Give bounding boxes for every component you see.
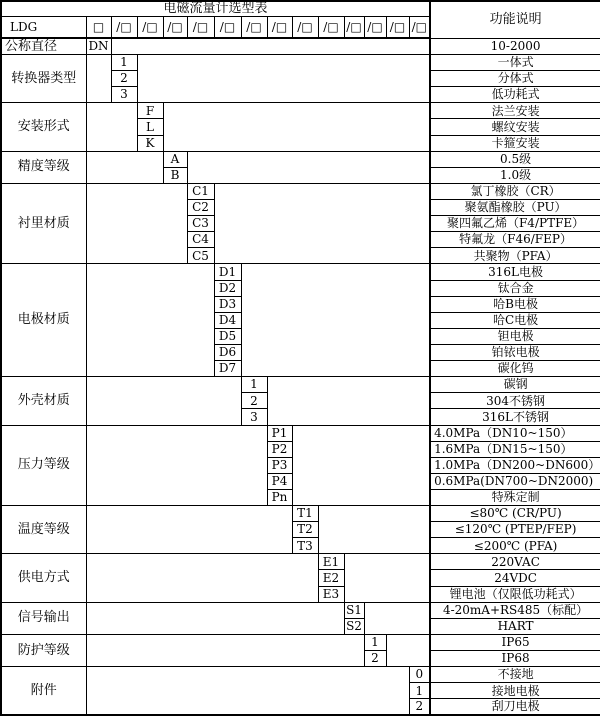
option-code: C3	[187, 216, 214, 232]
slash-box: /□	[364, 16, 386, 38]
option-code: F	[137, 103, 163, 119]
option-desc: ≤120℃ (PTEP/FEP)	[430, 522, 600, 538]
option-desc: 聚氨酯橡胶（PU）	[430, 199, 600, 215]
group-label: 附件	[1, 667, 86, 715]
option-code: C1	[187, 183, 214, 199]
option-desc: 不接地	[430, 667, 600, 683]
option-desc: 哈B电极	[430, 296, 600, 312]
option-desc: 1.0级	[430, 167, 600, 183]
group-label: 外壳材质	[1, 377, 86, 425]
option-code: K	[137, 135, 163, 151]
option-desc: 刮刀电极	[430, 699, 600, 715]
option-code: 3	[111, 87, 137, 103]
empty-region	[111, 38, 430, 54]
empty-region	[364, 602, 430, 634]
group-label: 安装形式	[1, 103, 86, 151]
option-code: S2	[344, 618, 364, 634]
option-code: C2	[187, 199, 214, 215]
slash-box: /□	[267, 16, 292, 38]
empty-region	[318, 506, 430, 554]
option-desc: 钛合金	[430, 280, 600, 296]
option-code: 1	[409, 683, 430, 699]
option-code: P1	[267, 425, 292, 441]
slash-box: /□	[344, 16, 364, 38]
empty-region	[86, 264, 214, 377]
group-label: 温度等级	[1, 506, 86, 554]
option-desc: 特氟龙（F46/FEP）	[430, 232, 600, 248]
empty-region	[163, 103, 430, 151]
empty-region	[86, 377, 241, 425]
option-code: 0	[409, 667, 430, 683]
option-desc: 220VAC	[430, 554, 600, 570]
empty-region	[86, 183, 187, 264]
empty-region	[386, 634, 430, 666]
option-desc: 316L不锈钢	[430, 409, 600, 425]
option-desc: 24VDC	[430, 570, 600, 586]
empty-region	[344, 554, 430, 602]
option-code: 2	[364, 651, 386, 667]
option-desc: 特殊定制	[430, 489, 600, 505]
option-code: E1	[318, 554, 344, 570]
group-label: 精度等级	[1, 151, 86, 183]
option-code: P3	[267, 457, 292, 473]
group-label: 防护等级	[1, 634, 86, 666]
option-desc: 氯丁橡胶（CR）	[430, 183, 600, 199]
option-desc: 304不锈钢	[430, 393, 600, 409]
option-code: T1	[292, 506, 318, 522]
empty-region	[86, 634, 364, 666]
group-label: 衬里材质	[1, 183, 86, 264]
option-code: T2	[292, 522, 318, 538]
empty-region	[86, 602, 344, 634]
empty-region	[86, 425, 267, 506]
slash-box: /□	[214, 16, 241, 38]
option-desc: 0.5级	[430, 151, 600, 167]
option-desc: 碳化钨	[430, 361, 600, 377]
option-code: 3	[241, 409, 267, 425]
group-label: 压力等级	[1, 425, 86, 506]
option-desc: 哈C电极	[430, 312, 600, 328]
option-desc: 法兰安装	[430, 103, 600, 119]
slash-box: /□	[318, 16, 344, 38]
option-code: 1	[241, 377, 267, 393]
group-label: 转换器类型	[1, 54, 86, 102]
option-desc: 卡箍安装	[430, 135, 600, 151]
option-code: 1	[111, 54, 137, 70]
option-desc: 10-2000	[430, 38, 600, 54]
slash-box: /□	[187, 16, 214, 38]
option-desc: 0.6MPa(DN700~DN2000)	[430, 473, 600, 489]
option-code: 1	[364, 634, 386, 650]
option-code: 2	[111, 71, 137, 87]
option-code: D2	[214, 280, 241, 296]
option-desc: ≤200℃ (PFA)	[430, 538, 600, 554]
option-desc: 分体式	[430, 71, 600, 87]
group-label: 供电方式	[1, 554, 86, 602]
function-column-header: 功能说明	[430, 1, 600, 38]
slash-box: /□	[137, 16, 163, 38]
option-desc: 316L电极	[430, 264, 600, 280]
option-desc: 1.0MPa（DN200~DN600）	[430, 457, 600, 473]
option-code: T3	[292, 538, 318, 554]
model-prefix: LDG	[1, 16, 86, 38]
option-desc: 锂电池（仅限低功耗式）	[430, 586, 600, 602]
empty-region	[86, 667, 409, 715]
option-code: C4	[187, 232, 214, 248]
option-desc: 铂铱电极	[430, 344, 600, 360]
option-code: D4	[214, 312, 241, 328]
option-code: 2	[409, 699, 430, 715]
empty-region	[292, 425, 430, 506]
option-desc: 接地电极	[430, 683, 600, 699]
option-code: D3	[214, 296, 241, 312]
option-desc: 一体式	[430, 54, 600, 70]
empty-region	[86, 54, 111, 102]
option-code: E3	[318, 586, 344, 602]
option-desc: 4-20mA+RS485（标配）	[430, 602, 600, 618]
empty-region	[137, 54, 430, 102]
option-desc: 共聚物（PFA）	[430, 248, 600, 264]
empty-region	[86, 103, 137, 151]
empty-region	[187, 151, 430, 183]
option-code: D1	[214, 264, 241, 280]
option-desc: 钽电极	[430, 328, 600, 344]
slash-box: /□	[292, 16, 318, 38]
empty-region	[241, 264, 430, 377]
dn-box: □	[86, 16, 111, 38]
empty-region	[214, 183, 430, 264]
table-title: 电磁流量计选型表	[1, 1, 430, 16]
slash-box: /□	[163, 16, 187, 38]
option-code: L	[137, 119, 163, 135]
group-label: 公称直径	[1, 38, 86, 54]
empty-region	[86, 554, 318, 602]
option-desc: IP68	[430, 651, 600, 667]
option-code: S1	[344, 602, 364, 618]
option-code: P2	[267, 441, 292, 457]
option-desc: 螺纹安装	[430, 119, 600, 135]
option-desc: 聚四氟乙烯（F4/PTFE）	[430, 216, 600, 232]
option-desc: IP65	[430, 634, 600, 650]
option-code: B	[163, 167, 187, 183]
group-label: 信号输出	[1, 602, 86, 634]
option-code: Pn	[267, 489, 292, 505]
slash-box: /□	[241, 16, 267, 38]
option-code: P4	[267, 473, 292, 489]
option-code: E2	[318, 570, 344, 586]
option-code: DN	[86, 38, 111, 54]
option-desc: 低功耗式	[430, 87, 600, 103]
option-desc: 4.0MPa（DN10~150）	[430, 425, 600, 441]
option-code: C5	[187, 248, 214, 264]
option-code: D5	[214, 328, 241, 344]
option-code: 2	[241, 393, 267, 409]
option-code: A	[163, 151, 187, 167]
group-label: 电极材质	[1, 264, 86, 377]
option-desc: ≤80℃ (CR/PU)	[430, 506, 600, 522]
option-desc: 碳钢	[430, 377, 600, 393]
slash-box: /□	[111, 16, 137, 38]
empty-region	[86, 151, 163, 183]
slash-box: /□	[386, 16, 409, 38]
empty-region	[86, 506, 292, 554]
empty-region	[267, 377, 430, 425]
option-code: D6	[214, 344, 241, 360]
option-desc: 1.6MPa（DN15~150）	[430, 441, 600, 457]
option-code: D7	[214, 361, 241, 377]
slash-box: /□	[409, 16, 430, 38]
option-desc: HART	[430, 618, 600, 634]
